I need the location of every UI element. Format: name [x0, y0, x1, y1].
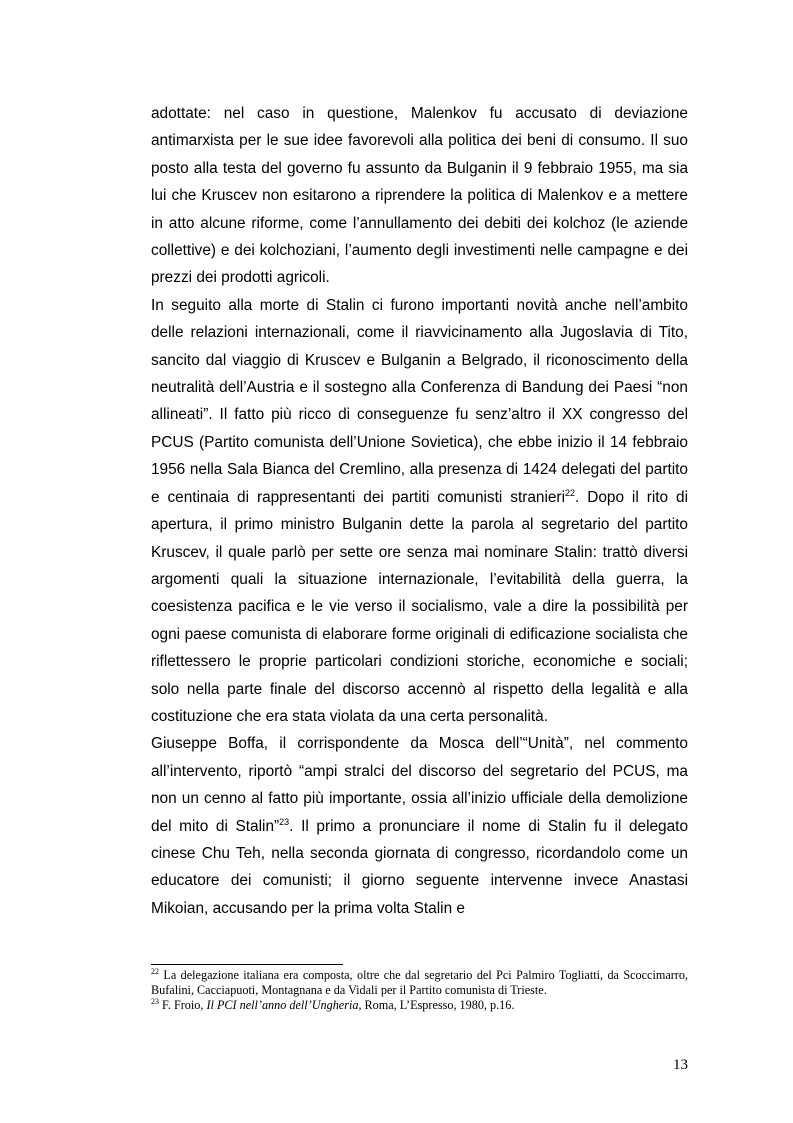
footnote-number: 23 [151, 996, 159, 1006]
paragraph-text: adottate: nel caso in questione, Malenkov fu accusato di deviazione antimarxista per le sue idee favorevoli alla politica dei beni di consumo. Il suo posto alla testa del governo fu assunto da Bulganin il 9 febbraio 1955, ma sia lui che Kruscev non esitarono a riprendere la politica di Malenkov e a mettere in atto alcune riforme, come l’annullamento dei debiti dei kolchoz (le aziende collettive) e dei kolchoziani, l’aumento degli investimenti nelle campagne e dei prezzi dei prodotti agricoli. [151, 105, 688, 287]
paragraph-text: . Dopo il rito di apertura, il primo ministro Bulganin dette la parola al segretario del partito Kruscev, il quale parlò per sette ore senza mai nominare Stalin: trattò diversi argomenti quali la situazione internazionale, l’evitabilità della guerra, la coesistenza pacifica e le vie verso il socialismo, vale a dire la possibilità per ogni paese comunista di elaborare forme originali di edificazione socialista che riflettessero le proprie particolari condizioni storiche, economiche e sociali; solo nella parte finale del discorso accennò al rispetto della legalità e alla costituzione che era stata violata da una certa personalità. [151, 488, 688, 725]
footnote-text: F. Froio, [159, 998, 207, 1012]
footnote-ref-23[interactable]: 23 [279, 816, 290, 827]
footnote-number: 22 [151, 966, 159, 976]
paragraph-text: In seguito alla morte di Stalin ci furono importanti novità anche nell’ambito delle relazioni internazionali, come il riavvicinamento alla Jugoslavia di Tito, sancito dal viaggio di Kruscev e Bulganin a Belgrado, il riconoscimento della neutralità dell’Austria e il sostegno alla Conferenza di Bandung dei Paesi “non allineati”. Il fatto più ricco di conseguenze fu senz’altro il XX congresso del PCUS (Partito comunista dell’Unione Sovietica), che ebbe inizio il 14 febbraio 1956 nella Sala Bianca del Cremlino, alla presenza di 1424 delegati del partito e centinaia di rappresentanti dei partiti comunisti stranieri [151, 296, 688, 506]
footnote-text: , Roma, L’Espresso, 1980, p.16. [358, 998, 515, 1012]
paragraph-1 [151, 100, 688, 292]
footnote-22 [151, 968, 688, 998]
footnotes [151, 968, 688, 1013]
paragraph-3 [151, 730, 688, 922]
paragraph-2 [151, 292, 688, 731]
paragraph-text: Giuseppe Boffa, il corrispondente da Mosca dell’“Unità”, nel commento all’intervento, riportò “ampi stralci del discorso del segretario del PCUS, ma non un cenno al fatto più importante, ossia all’inizio ufficiale della demolizione del mito di Stalin” [151, 735, 688, 835]
page-number: 13 [673, 1057, 688, 1073]
footnote-separator [151, 964, 343, 965]
footnote-book-title: Il PCI nell’anno dell’Ungheria [206, 998, 359, 1012]
footnote-23 [151, 998, 688, 1013]
footnote-text: La delegazione italiana era composta, oltre che dal segretario del Pci Palmiro Togliatti, da Scoccimarro, Bufalini, Cacciapuoti, Montagnana e da Vidali per il Partito comunista di Trieste. [151, 968, 688, 997]
paragraph-text: . Il primo a pronunciare il nome di Stalin fu il delegato cinese Chu Teh, nella seconda giornata di congresso, ricordandolo come un educatore dei comunisti; il giorno seguente intervenne invece Anastasi Mikoian, accusando per la prima volta Stalin e [151, 817, 688, 917]
body-text [151, 100, 688, 922]
footnote-ref-22[interactable]: 22 [564, 487, 575, 498]
